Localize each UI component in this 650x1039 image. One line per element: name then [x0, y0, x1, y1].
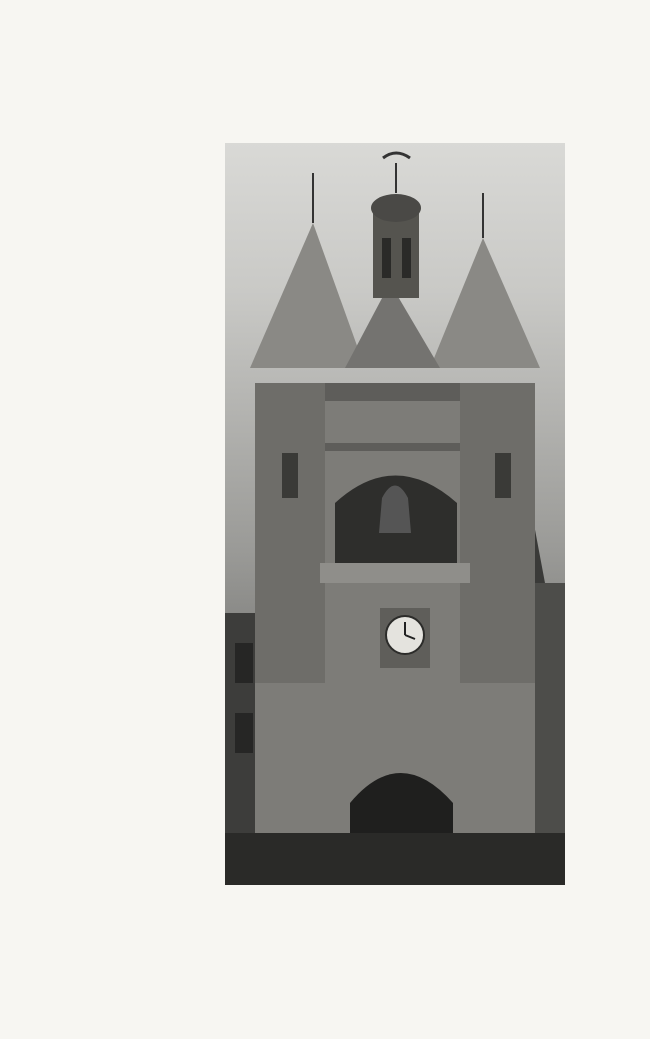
- left-cone-roof: [250, 223, 365, 368]
- right-cone-roof: [430, 238, 540, 368]
- bell-gate-photo: [225, 143, 565, 885]
